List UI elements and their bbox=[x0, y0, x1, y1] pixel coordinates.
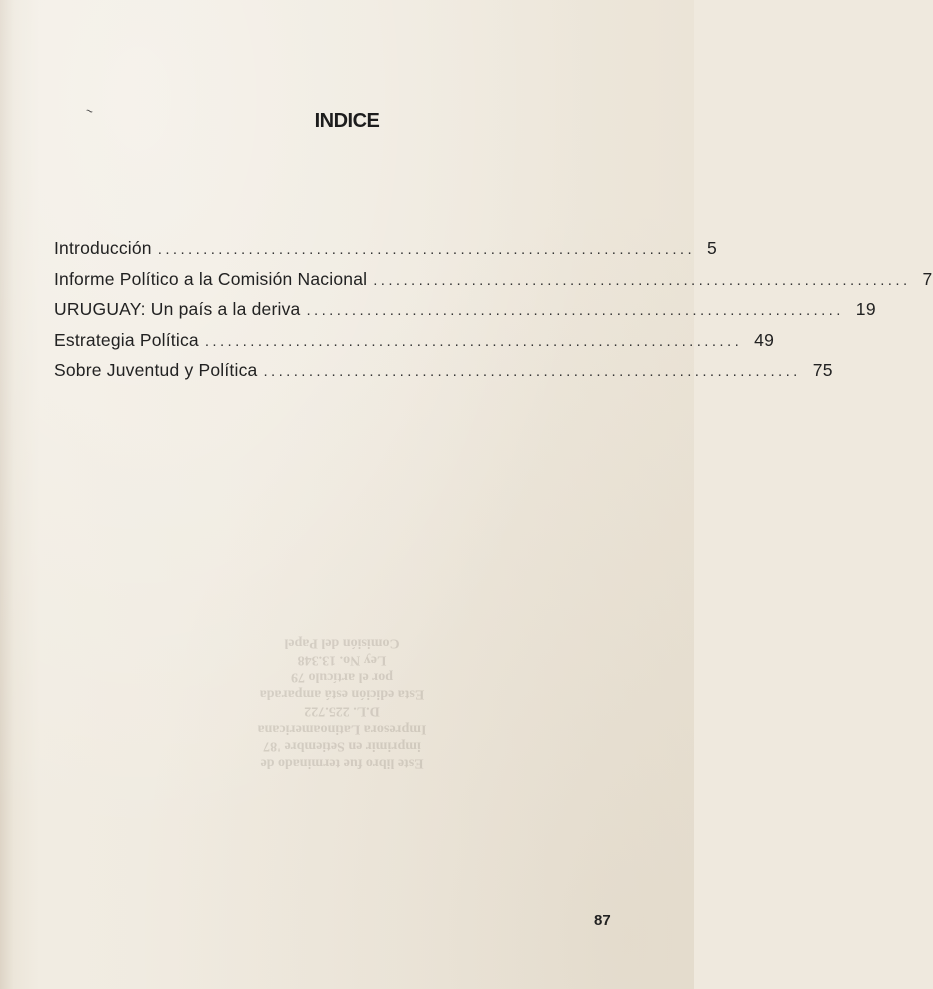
pen-mark: ~ bbox=[84, 103, 96, 119]
colophon-line: imprimir en Setiembre '87 bbox=[263, 738, 421, 754]
dot-leader: ....................................................................... bbox=[204, 332, 743, 350]
toc-entry bbox=[54, 360, 833, 391]
page-number: 87 bbox=[594, 912, 611, 929]
toc-entry bbox=[54, 299, 876, 330]
toc-entry-page: 5 bbox=[707, 238, 718, 258]
colophon-line: Comisión del Papel bbox=[284, 635, 400, 651]
toc-entry bbox=[54, 238, 718, 269]
toc-entry-page: 19 bbox=[855, 299, 876, 319]
colophon-line: Esta edición está amparada bbox=[259, 686, 425, 702]
colophon-line: por el artículo 79 bbox=[291, 669, 394, 685]
table-of-contents bbox=[54, 238, 933, 391]
colophon-line: Ley No. 13.348 bbox=[297, 652, 387, 668]
colophon-line: Este libro fue terminado de bbox=[260, 755, 424, 771]
toc-entry-title: Estrategia Política bbox=[54, 329, 199, 350]
toc-entry-page: 49 bbox=[754, 329, 775, 350]
dot-leader: ....................................................................... bbox=[263, 363, 801, 380]
bleed-through-colophon bbox=[222, 634, 462, 772]
toc-entry-title: URUGUAY: Un país a la deriva bbox=[54, 299, 301, 319]
toc-entry-title: Sobre Juventud y Política bbox=[54, 360, 258, 380]
toc-entry-title: Informe Político a la Comisión Nacional bbox=[54, 268, 368, 289]
page-title bbox=[0, 110, 694, 133]
toc-entry bbox=[54, 268, 933, 300]
dot-leader: ....................................................................... bbox=[157, 241, 696, 258]
toc-entry bbox=[54, 329, 775, 361]
dot-leader: ....................................................................... bbox=[306, 302, 844, 319]
colophon-line: Impresora Latinoamericana bbox=[257, 721, 427, 737]
dot-leader: ....................................................................... bbox=[373, 271, 911, 289]
toc-entry-page: 75 bbox=[812, 360, 833, 380]
toc-entry-title: Introducción bbox=[54, 238, 152, 258]
toc-entry-page: 7 bbox=[922, 268, 933, 289]
index-heading: INDICE bbox=[314, 110, 380, 132]
colophon-line: D.L. 225.722 bbox=[304, 704, 380, 720]
